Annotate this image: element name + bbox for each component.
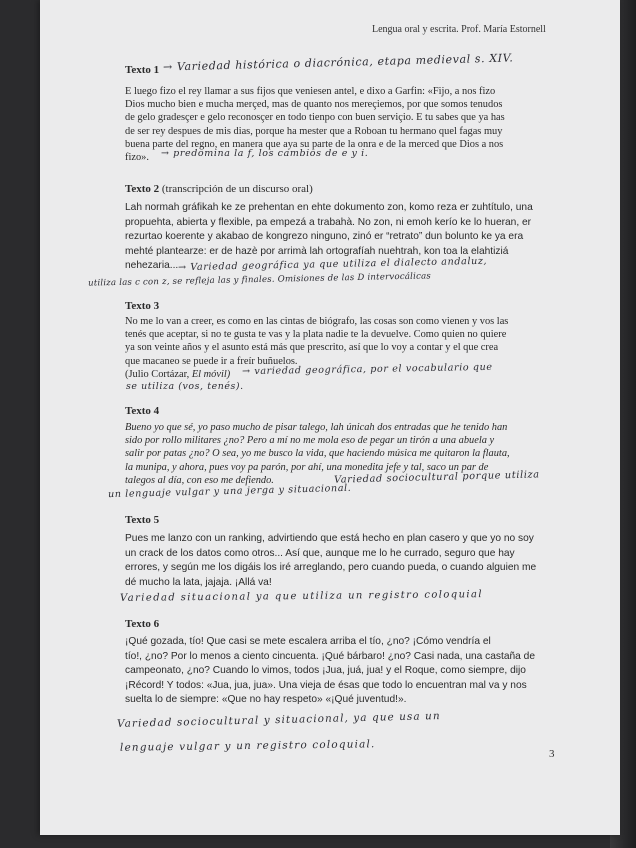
text-line: propuehta, abierta y flexible, pa empezá a trabahà. No zon, ni emoh kerío ke lo hueran, er <box>125 216 532 228</box>
text-line: E luego fizo el rey llamar a sus fijos que veniesen antel, e dixo a Garfin: «Fijo, a nos fizo <box>125 86 496 97</box>
text-line: campeonato, ¿no? Cuando lo vimos, todos ¡Jua, juá, jua! y el Roque, como siempre, dijo <box>125 665 526 677</box>
text-line: tenés que aceptar, si no te gusta te vas y la plata nadie te la devuelve. Como quien no quiere <box>125 329 507 341</box>
handwritten-note: un lenguaje vulgar y una jerga y situacional. <box>107 482 352 501</box>
section-heading: Texto 6 <box>125 618 160 630</box>
text-line: talegos al día, con eso me defiendo. <box>125 474 274 486</box>
text-line: fizo». <box>125 152 149 164</box>
handwritten-note: Variedad situacional ya que utiliza un registro coloquial <box>119 589 484 604</box>
citation-title: El móvil) <box>191 368 231 380</box>
section-subheading: (transcripción de un discurso oral) <box>161 183 313 195</box>
handwritten-note: utiliza las c con z, se refleja las y finales. Omisiones de las D intervocálicas <box>87 271 432 289</box>
texto-3-section <box>125 300 550 312</box>
page-header: Lengua oral y escrita. Prof. María Estornell <box>372 24 546 35</box>
text-line: errores, y según me los digáis los iré arreglando, pero cuando pueda, o cuando alguien me <box>125 562 537 574</box>
text-line: ¡Récord! Y todos: «Jua, jua, jua». Una vieja de ésas que todo lo encuentran mal va y nos <box>125 679 527 691</box>
handwritten-note: Variedad sociocultural porque utiliza <box>333 469 540 486</box>
text-line: Lah normah gráfikah ke ze prehentan en ehte dokumento zon, komo reza er zuhtítulo, una <box>125 202 533 213</box>
handwritten-note: se utiliza (vos, tenés). <box>126 381 244 392</box>
texto-4-section <box>125 405 550 417</box>
text-line: que macaneo se puede ir a freír buñuelos. <box>125 355 298 367</box>
text-line: ya son veinte años y el asunto está más que prescrito, así que lo voy a contar y el que crea <box>125 342 499 354</box>
handwritten-note: → variedad geográfica, por el vocabulario que <box>241 361 493 378</box>
texto-5-section <box>125 514 550 526</box>
texto-6-section <box>125 618 550 630</box>
page-number: 3 <box>549 748 555 760</box>
section-heading: Texto 2 <box>125 183 160 195</box>
handwritten-note: lenguaje vulgar y un registro coloquial. <box>119 738 376 754</box>
text-line: Bueno yo que sé, yo paso mucho de pisar talego, lah únicah dos entradas que he tenido han <box>125 422 508 433</box>
section-heading: Texto 5 <box>125 514 160 526</box>
texto-6-body <box>125 635 550 708</box>
text-line: un crack de los datos como otros... Así que, aunque me lo he currado, seguro que hay <box>125 547 515 559</box>
text-line: nehezaria... <box>125 260 179 272</box>
text-line: suelta lo de siempre: «Que no hay respeto» «¡Qué juventud!». <box>125 694 407 706</box>
section-heading-group <box>125 183 550 195</box>
text-line: Pues me lanzo con un ranking, advirtiendo que está hecho en plan casero y que yo no soy <box>125 533 534 544</box>
text-line: Dios mucho bien e mucha merçed, mas de quanto nos mereçiemos, por que somos tenudos <box>125 99 503 111</box>
text-line: No me lo van a creer, es como en las cintas de biógrafo, las cosas son como vienen y vos las <box>125 316 509 327</box>
text-line: de gelo gradesçer e gelo reconosçer en todo tienpo con buen serviçio. E tu sabes que ya has <box>125 112 505 124</box>
section-heading: Texto 4 <box>125 405 160 417</box>
handwritten-note: Variedad sociocultural y situacional, ya que usa un <box>116 710 441 730</box>
text-line: rezurtao koerente y akabao de kongrezo ninguno, zinó er “retrato” dun bolunto ke ya era <box>125 231 524 243</box>
citation-author: (Julio Cortázar, <box>125 368 190 380</box>
text-line: dé mucho la lata, jajaja. ¡Allá va! <box>125 576 272 588</box>
texto-2-section <box>125 183 550 195</box>
text-line: buena parte del regno, en manera que aya su parte de la onra e de la merced que Dios a nos <box>125 138 504 150</box>
handwritten-note: → Variedad geográfica ya que utiliza el dialecto andaluz, <box>177 255 488 274</box>
handwritten-note: → Variedad histórica o diacrónica, etapa medieval s. XIV. <box>162 51 514 74</box>
section-heading: Texto 1 <box>125 64 160 76</box>
text-line: de ser rey despues de mis dias, porque ha mester que a Roboan tu hermano quel fagas muy <box>125 125 503 137</box>
text-line: sido por rollo militares ¿no? Pero a mí no me mola eso de pegar un tirón a una abuela y <box>125 435 495 447</box>
text-line: ¡Qué gozada, tío! Que casi se mete escalera arriba el tío, ¿no? ¡Cómo vendría el <box>125 636 491 647</box>
text-line: tío!, ¿no? Por lo menos a ciento cincuenta. ¡Qué bárbaro! ¿no? Casi nada, una castaña de <box>125 650 536 662</box>
text-line: la munipa, y ahora, pues voy pa parón, por ahí, una monedita jefe y tal, saco un par de <box>125 461 489 473</box>
texto-5-body <box>125 532 550 590</box>
text-line: mehté plantearze: er de hazè por arrimà lah ortografíah nuehtrah, kon toa la elahtiziá <box>125 245 509 257</box>
handwritten-note: → predomina la f, los cambios de e y i. <box>161 148 369 159</box>
section-heading: Texto 3 <box>125 300 160 312</box>
text-line: salir por patas ¿no? O sea, yo me busco la vida, que haciendo música me quitaron la flauta, <box>125 448 510 460</box>
